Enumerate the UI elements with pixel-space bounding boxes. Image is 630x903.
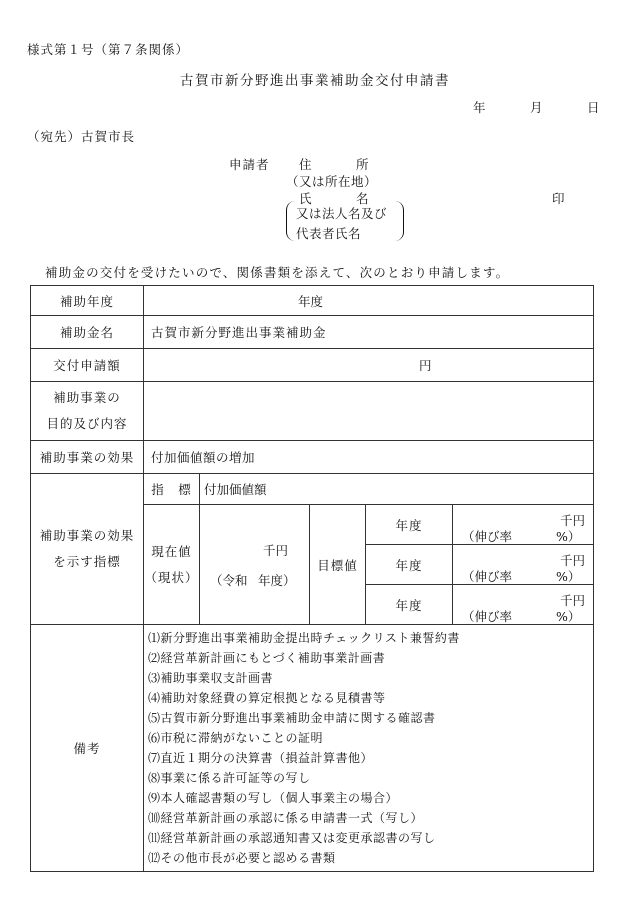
subsidy-name-value: 古賀市新分野進出事業補助金 [144, 316, 594, 349]
target-percent-2: %） [556, 568, 581, 584]
target-year-2[interactable] [366, 545, 453, 585]
indicator-label-line-2: を示す指標 [53, 554, 121, 569]
subsidy-name-label: 補助金名 [31, 316, 144, 349]
indicator-label-line-1: 補助事業の効果 [39, 528, 135, 543]
applicant-label: 申請者 [229, 157, 270, 172]
note-item: ⑿その他市長が必要と認める書類 [148, 851, 336, 865]
current-value-label [144, 505, 200, 625]
note-item: ⑷補助対象経費の算定根拠となる見積書等 [148, 691, 386, 705]
target-year-3[interactable] [366, 585, 453, 625]
current-label-line-1: 現在値 [151, 543, 192, 559]
row-fiscal-year [31, 286, 594, 316]
current-year: 年度） [258, 573, 296, 588]
corp-name-line-1: 又は法人名及び [296, 206, 388, 221]
row-indicator-head [31, 474, 594, 505]
row-notes [31, 625, 594, 872]
row-purpose [31, 382, 594, 441]
note-item: ⑺直近１期分の決算書（損益計算書他） [148, 751, 374, 765]
current-label-line-2: （現状） [144, 569, 199, 585]
effect-label: 補助事業の効果 [31, 441, 144, 474]
fiscal-year-label: 補助年度 [31, 286, 144, 316]
amount-label: 交付申請額 [31, 349, 144, 382]
target-growth-2: （伸び率 [462, 568, 513, 584]
fiscal-year-unit: 年度 [298, 293, 324, 309]
current-reiwa: （令和 [210, 573, 248, 588]
target-growth-1: （伸び率 [462, 528, 513, 544]
application-table [30, 285, 594, 872]
notes-label: 備考 [31, 625, 144, 872]
document-title: 古賀市新分野進出事業補助金交付申請書 [180, 73, 450, 89]
addressee: （宛先）古賀市長 [27, 129, 136, 144]
form-number: 様式第１号（第７条関係） [27, 42, 190, 57]
target-growth-3: （伸び率 [462, 608, 513, 624]
notes-list [144, 625, 593, 871]
purpose-label [31, 382, 144, 441]
note-item: ⑵経営革新計画にもとづく補助事業計画書 [148, 651, 386, 665]
fiscal-year-field[interactable] [144, 286, 594, 316]
note-item: ⑾経営革新計画の承認通知書又は変更承認書の写し [148, 831, 436, 845]
current-unit: 千円 [262, 543, 288, 558]
purpose-label-line-2: 目的及び内容 [46, 416, 128, 431]
effect-value: 付加価値額の増加 [144, 441, 594, 474]
date-day-label: 日 [587, 100, 600, 115]
note-item: ⑹市税に滞納がないことの証明 [148, 731, 324, 745]
seal-mark: 印 [552, 191, 565, 206]
target-year-1-label: 年度 [395, 517, 423, 533]
target-percent-1: %） [556, 528, 581, 544]
target-value-2[interactable] [453, 545, 594, 585]
name-label-2: 名 [356, 191, 369, 206]
target-unit-1: 千円 [560, 512, 586, 528]
indicator-head: 指 標 [144, 474, 200, 505]
date-year-label: 年 [473, 100, 486, 115]
note-item: ⑴新分野進出事業補助金提出時チェックリスト兼誓約書 [148, 631, 460, 645]
indicator-label [31, 474, 144, 625]
address-alt-label: （又は所在地） [286, 174, 378, 189]
purpose-field[interactable] [144, 382, 594, 441]
target-value-3[interactable] [453, 585, 594, 625]
target-percent-3: %） [556, 608, 581, 624]
intro-statement: 補助金の交付を受けたいので、関係書類を添えて、次のとおり申請します。 [45, 265, 510, 280]
row-subsidy-name [31, 316, 594, 349]
indicator-value: 付加価値額 [200, 474, 594, 505]
target-value-1[interactable] [453, 505, 594, 545]
target-unit-2: 千円 [560, 552, 586, 568]
corp-name-line-2: 代表者氏名 [296, 226, 362, 241]
note-item: ⑶補助事業収支計画書 [148, 671, 274, 685]
target-unit-3: 千円 [560, 592, 586, 608]
target-year-1[interactable] [366, 505, 453, 545]
row-amount [31, 349, 594, 382]
note-item: ⑽経営革新計画の承認に係る申請書一式（写し） [148, 811, 424, 825]
note-item: ⑻事業に係る許可証等の写し [148, 771, 311, 785]
amount-field[interactable] [144, 349, 594, 382]
row-effect [31, 441, 594, 474]
address-label-1: 住 [299, 157, 312, 172]
target-value-label: 目標値 [310, 505, 366, 625]
notes-cell [144, 625, 594, 872]
purpose-label-line-1: 補助事業の [53, 390, 121, 405]
note-item: ⑸古賀市新分野進出事業補助金申請に関する確認書 [148, 711, 436, 725]
target-year-3-label: 年度 [395, 597, 423, 613]
name-label-1: 氏 [299, 191, 312, 206]
note-item: ⑼本人確認書類の写し（個人事業主の場合） [148, 791, 399, 805]
address-label-2: 所 [356, 157, 369, 172]
amount-unit: 円 [419, 358, 432, 373]
target-year-2-label: 年度 [395, 557, 423, 573]
current-value-field[interactable] [200, 505, 310, 625]
date-month-label: 月 [530, 100, 543, 115]
